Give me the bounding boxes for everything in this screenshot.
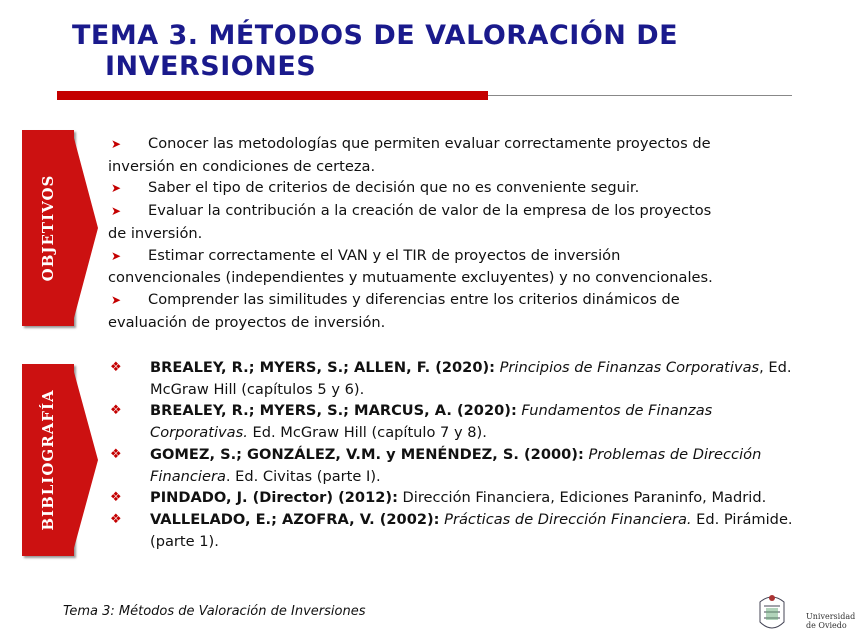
diamond-bullet-icon: ❖ — [110, 403, 122, 419]
footer-text: Tema 3: Métodos de Valoración de Inversiones — [63, 604, 366, 619]
list-item: ➤ Saber el tipo de criterios de decisión que no es conveniente seguir. — [108, 177, 798, 200]
list-item: ❖ VALLELADO, E.; AZOFRA, V. (2002): Prácticas de Dirección Financiera. Ed. Pirámide. (parte 1). — [110, 510, 793, 550]
list-item: ❖ BREALEY, R.; MYERS, S.; MARCUS, A. (2020): Fundamentos de Finanzas Corporativas. Ed. McGraw Hill (capítulo 7 y 8). — [110, 402, 713, 442]
diamond-bullet-icon: ❖ — [110, 511, 122, 527]
arrow-bullet-icon: ➤ — [111, 181, 122, 196]
diamond-bullet-icon: ❖ — [110, 360, 122, 375]
arrow-bullet-icon: ➤ — [111, 137, 122, 151]
bibliografia-tab-label: BIBLIOGRAFÍA — [39, 389, 57, 531]
list-item: ❖ BREALEY, R.; MYERS, S.; ALLEN, F. (2020): Principios de Finanzas Corporativas, Ed. McGraw Hill (capítulos 5 y 6). — [110, 359, 792, 398]
objetivos-tab — [22, 130, 74, 326]
objetivos-arrow-icon — [74, 130, 100, 326]
arrow-bullet-icon: ➤ — [111, 248, 122, 263]
bibliografia-tab — [22, 364, 74, 556]
list-item: ❖ PINDADO, J. (Director) (2012): Dirección Financiera, Ediciones Paraninfo, Madrid. — [108, 487, 798, 509]
list-item: ➤ Estimar correctamente el VAN y el TIR de proyectos de inversión convencionales (independientes y mutuamente excluyentes) y no convencionales. — [108, 246, 713, 287]
list-item: ➤ Comprender las similitudes y diferencias entre los criterios dinámicos de evaluación de proyectos de inversión. — [108, 290, 680, 331]
diamond-bullet-icon: ❖ — [110, 490, 122, 506]
diamond-bullet-icon: ❖ — [110, 446, 122, 462]
page-title — [72, 20, 678, 82]
list-item: ❖ GOMEZ, S.; GONZÁLEZ, V.M. y MENÉNDEZ, S. (2000): Problemas de Dirección Financiera. Ed. Civitas (parte I). — [110, 445, 762, 485]
bibliografia-arrow-icon — [74, 364, 100, 556]
title-underline-bar — [57, 91, 488, 100]
list-item: ➤ Conocer las metodologías que permiten evaluar correctamente proyectos de inversión en condiciones de certeza. — [108, 135, 711, 175]
title-line-1: TEMA 3. MÉTODOS DE VALORACIÓN DE — [72, 20, 679, 51]
title-line-2: INVERSIONES — [105, 51, 317, 82]
objetivos-list — [108, 133, 798, 333]
objetivos-tab-label: OBJETIVOS — [39, 174, 57, 282]
logo-text: Universidad de Oviedo — [806, 612, 855, 630]
list-item: ➤ Evaluar la contribución a la creación de valor de la empresa de los proyectos de inversión. — [108, 202, 712, 242]
arrow-bullet-icon: ➤ — [111, 292, 122, 307]
bibliografia-list — [108, 357, 798, 552]
title-underline-rule — [488, 95, 792, 96]
arrow-bullet-icon: ➤ — [111, 204, 122, 219]
